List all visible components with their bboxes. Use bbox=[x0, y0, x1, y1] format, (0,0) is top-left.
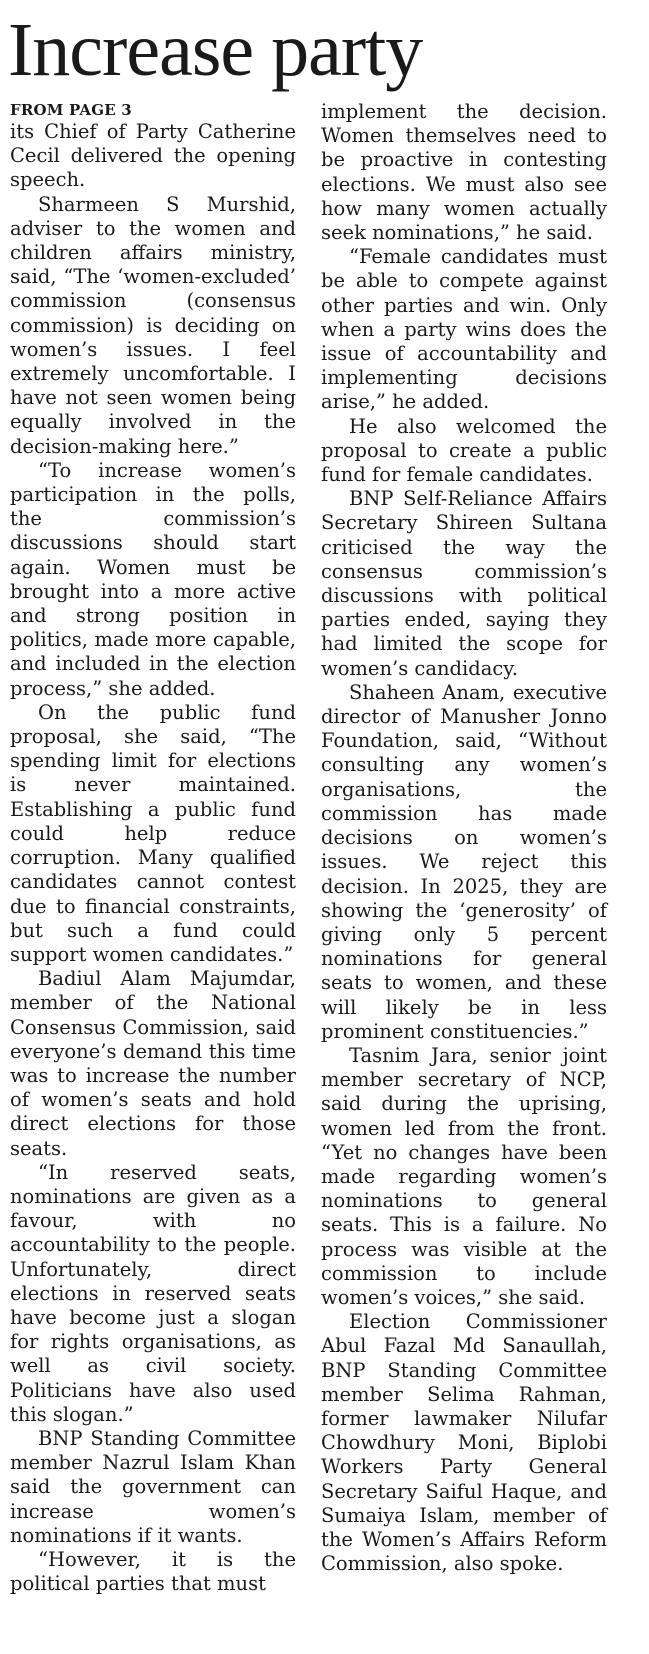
paragraph: Sharmeen S Murshid, adviser to the women and children affairs ministry, said, “The ‘women-excluded’ commission (consensus commission) is deciding on women’s issues. I feel extremely uncomfortable. I have not seen women being equally involved in the decision-making here.” bbox=[10, 192, 296, 458]
article-column-left bbox=[10, 100, 296, 1596]
paragraph: Election Commissioner Abul Fazal Md Sanaullah, BNP Standing Committee member Selima Rahman, former lawmaker Nilufar Chowdhury Moni, Biplobi Workers Party General Secretary Saiful Haque, and Sumaiya Islam, member of the Women’s Affairs Reform Commission, also spoke. bbox=[321, 1310, 607, 1576]
paragraph: its Chief of Party Catherine Cecil delivered the opening speech. bbox=[10, 120, 296, 192]
jump-label: FROM PAGE 3 bbox=[10, 101, 132, 119]
article-column-right bbox=[321, 100, 607, 1576]
paragraph: “In reserved seats, nominations are given as a favour, with no accountability to the people. Unfortunately, direct elections in reserved seats have become just a slogan for rights organisations, as well as civil society. Politicians have also used this slogan.” bbox=[10, 1160, 296, 1426]
paragraph: Tasnim Jara, senior joint member secretary of NCP, said during the uprising, women led from the front. “Yet no changes have been made regarding women’s nominations to general seats. This is a failure. No process was visible at the commission to include women’s voices,” she said. bbox=[321, 1043, 607, 1309]
paragraph: On the public fund proposal, she said, “The spending limit for elections is never maintained. Establishing a public fund could help reduce corruption. Many qualified candidates cannot contest due to financial constraints, but such a fund could support women candidates.” bbox=[10, 700, 296, 966]
paragraph: He also welcomed the proposal to create a public fund for female candidates. bbox=[321, 414, 607, 487]
paragraph: implement the decision. Women themselves need to be proactive in contesting elections. We must also see how many women actually seek nominations,” he said. bbox=[321, 100, 607, 245]
headline: Increase party bbox=[8, 8, 423, 92]
paragraph: “However, it is the political parties that must bbox=[10, 1547, 296, 1596]
paragraph: BNP Standing Committee member Nazrul Islam Khan said the government can increase women’s nominations if it wants. bbox=[10, 1426, 296, 1547]
paragraph: Badiul Alam Majumdar, member of the National Consensus Commission, said everyone’s demand this time was to increase the number of women’s seats and hold direct elections for those seats. bbox=[10, 967, 296, 1160]
paragraph: “Female candidates must be able to compete against other parties and win. Only when a party wins does the issue of accountability and implementing decisions arise,” he added. bbox=[321, 245, 607, 414]
paragraph: BNP Self-Reliance Affairs Secretary Shireen Sultana criticised the way the consensus commission’s discussions with political parties ended, saying they had limited the scope for women’s candidacy. bbox=[321, 487, 607, 680]
paragraph: “To increase women’s participation in the polls, the commission’s discussions should start again. Women must be brought into a more active and strong position in politics, made more capable, and included in the election process,” she added. bbox=[10, 458, 296, 700]
paragraph: Shaheen Anam, executive director of Manusher Jonno Foundation, said, “Without consulting any women’s organisations, the commission has made decisions on women’s issues. We reject this decision. In 2025, they are showing the ‘generosity’ of giving only 5 percent nominations for general seats to women, and these will likely be in less prominent constituencies.” bbox=[321, 680, 607, 1043]
